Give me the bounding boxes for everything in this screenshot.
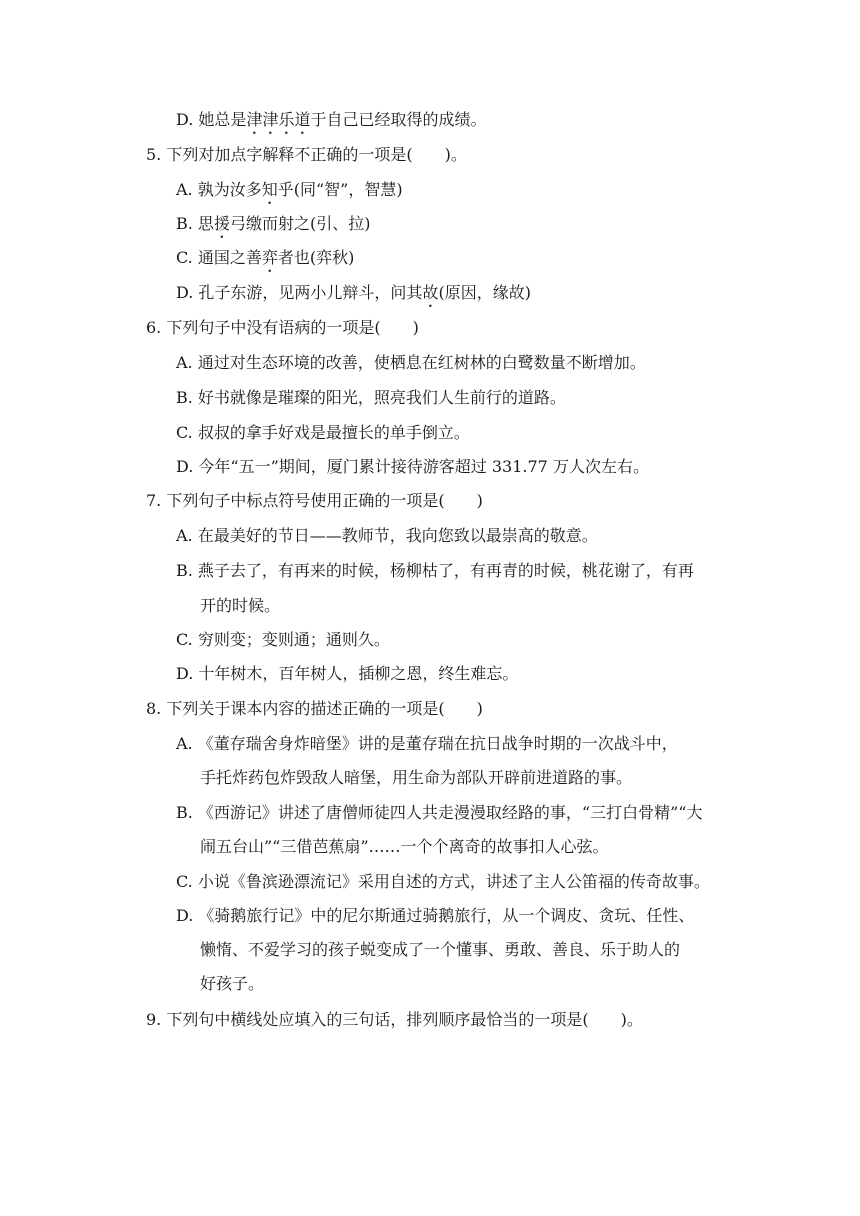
- q7-option-c: C. 穷则变；变则通；通则久。: [176, 630, 390, 649]
- dotted-char: 知: [261, 180, 278, 199]
- q4-option-d: D. 她总是津津乐道于自己已经取得的成绩。: [176, 110, 487, 129]
- q6-option-c: C. 叔叔的拿手好戏是最擅长的单手倒立。: [176, 423, 470, 442]
- q8-option-d: D. 《骑鹅旅行记》中的尼尔斯通过骑鹅旅行，从一个调皮、贪玩、任性、: [176, 906, 695, 925]
- q6-option-d: D. 今年“五一”期间，厦门累计接待游客超过 331.77 万人次左右。: [176, 457, 649, 476]
- question-9: 9. 下列句中横线处应填入的三句话，排列顺序最恰当的一项是( )。: [146, 1010, 643, 1029]
- q6-option-b: B. 好书就像是璀璨的阳光，照亮我们人生前行的道路。: [176, 388, 566, 407]
- q8-option-a: A. 《董存瑞舍身炸暗堡》讲的是董存瑞在抗日战争时期的一次战斗中，: [176, 734, 678, 753]
- q5-option-c: C. 通国之善弈者也(弈秋): [176, 248, 355, 267]
- q6-option-a: A. 通过对生态环境的改善，使栖息在红树林的白鹭数量不断增加。: [176, 353, 646, 372]
- dotted-char: 援: [213, 214, 230, 233]
- q7-option-a: A. 在最美好的节日——教师节，我向您致以最崇高的敬意。: [176, 526, 598, 545]
- dotted-phrase: 津津乐道: [246, 110, 311, 129]
- q7-option-b: B. 燕子去了，有再来的时候，杨柳枯了，有再青的时候，桃花谢了，有再: [176, 561, 694, 580]
- q7-option-d: D. 十年树木，百年树人，插柳之恩，终生难忘。: [176, 664, 519, 683]
- q5-option-d: D. 孔子东游，见两小儿辩斗，问其故(原因，缘故): [176, 283, 531, 302]
- dotted-char: 弈: [261, 248, 278, 267]
- q8-option-b: B. 《西游记》讲述了唐僧师徒四人共走漫漫取经路的事，“三打白骨精”“大: [176, 803, 703, 822]
- question-8: 8. 下列关于课本内容的描述正确的一项是( ): [146, 699, 483, 718]
- q8-option-b-continued: 闹五台山”“三借芭蕉扇”……一个个离奇的故事扣人心弦。: [200, 837, 609, 856]
- question-5: 5. 下列对加点字解释不正确的一项是( )。: [146, 145, 467, 164]
- q5-option-b: B. 思援弓缴而射之(引、拉): [176, 214, 371, 233]
- q7-option-b-continued: 开的时候。: [200, 596, 281, 615]
- dotted-char: 故: [422, 283, 439, 302]
- question-6: 6. 下列句子中没有语病的一项是( ): [146, 318, 419, 337]
- q5-option-a: A. 孰为汝多知乎(同“智”，智慧): [176, 180, 403, 199]
- q8-option-a-continued: 手托炸药包炸毁敌人暗堡，用生命为部队开辟前进道路的事。: [200, 768, 633, 787]
- q8-option-d-continued-2: 好孩子。: [200, 974, 265, 993]
- question-7: 7. 下列句子中标点符号使用正确的一项是( ): [146, 491, 483, 510]
- q8-option-c: C. 小说《鲁滨逊漂流记》采用自述的方式，讲述了主人公笛福的传奇故事。: [176, 872, 710, 891]
- q8-option-d-continued: 懒惰、不爱学习的孩子蜕变成了一个懂事、勇敢、善良、乐于助人的: [200, 940, 681, 959]
